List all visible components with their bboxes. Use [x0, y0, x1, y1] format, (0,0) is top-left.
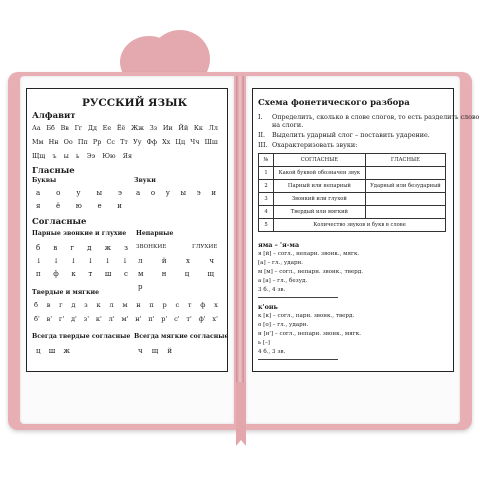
step-number: II. [258, 131, 266, 139]
example-total: 3 б., 4 зв. [258, 287, 286, 293]
alphabet-heading: Алфавит [32, 111, 76, 121]
letter: п [36, 270, 41, 278]
letter: н [136, 301, 141, 309]
letter: Вв [60, 124, 69, 132]
letter: д' [71, 315, 77, 323]
letter: ё [56, 202, 61, 210]
letter: о [150, 189, 156, 197]
letter: в [46, 301, 51, 309]
ribbon-bookmark [236, 382, 246, 440]
page-title: РУССКИЙ ЯЗЫК [82, 97, 188, 109]
step-text: Охарактеризовать звуки: [272, 141, 358, 149]
letter: Юю [102, 152, 116, 160]
letter: Чч [190, 138, 200, 146]
letter: а [36, 189, 41, 197]
step-number: I. [258, 113, 263, 121]
letter: Лл [208, 124, 218, 132]
letter: и [211, 189, 216, 197]
letter: б [34, 301, 38, 309]
consonants-heading: Согласные [32, 217, 87, 227]
letter: ц [36, 347, 41, 355]
letter: д [87, 244, 92, 252]
letter: з' [83, 315, 90, 323]
letter: э [196, 189, 201, 197]
letter: Аа [32, 124, 41, 132]
voiced-label: ЗВОНКИЕ [136, 244, 167, 250]
letter: Бб [46, 124, 55, 132]
letters-subheading: Буквы [32, 177, 57, 184]
letter: ж [104, 244, 112, 252]
letter: Сс [106, 138, 115, 146]
letter: я [36, 202, 41, 210]
table-cell: Звонкий или глухой [274, 193, 366, 206]
letter: д [71, 301, 76, 309]
step-number: III. [258, 141, 268, 149]
letter: р' [161, 315, 168, 323]
arrow-down-icon: ↓ [36, 257, 42, 265]
letter: Нн [48, 138, 59, 146]
letter: э [118, 189, 122, 197]
table-cell [365, 206, 445, 219]
letter: с' [174, 315, 180, 323]
table-header-row [259, 154, 446, 167]
letter: н' [135, 315, 142, 323]
letter: т [187, 301, 192, 309]
voiceless-label: ГЛУХИЕ [192, 244, 218, 250]
step-text: на слоги. [272, 121, 304, 129]
always-hard-subheading: Всегда твердые согласные [32, 333, 131, 340]
letter: Ёё [116, 124, 126, 132]
table-cell: Ударный или безударный [365, 180, 445, 193]
letter: щ [207, 270, 214, 278]
letter: в' [46, 315, 53, 323]
table-cell: Количество звуков и букв в слове [274, 219, 446, 232]
letter: р [162, 301, 167, 309]
letter: ч [209, 257, 214, 265]
letter: ы [96, 189, 103, 197]
letter: Фф [146, 138, 157, 146]
table-header-cell: № [259, 154, 274, 167]
letter: Кк [193, 124, 203, 132]
letter: о [56, 189, 61, 197]
letter: г [70, 244, 75, 252]
arrow-down-icon: ↓ [87, 257, 94, 265]
letter: е [97, 202, 102, 210]
letter: Тт [120, 138, 128, 146]
table-cell: 3 [259, 193, 274, 206]
pair-arrows-row [36, 258, 128, 265]
letter: ы [63, 152, 69, 160]
always-soft-subheading: Всегда мягкие согласные [134, 333, 229, 340]
letter: р [138, 283, 143, 291]
letter: т [88, 270, 93, 278]
paired-voiceless-row [36, 271, 128, 278]
example-line: к [к] – согл., парн. звонк., тверд. [258, 313, 355, 319]
arrow-down-icon: ↓ [104, 257, 111, 265]
letter: ж [63, 347, 70, 355]
letter: п [149, 301, 154, 309]
hard-consonants-row [34, 302, 218, 309]
letter: Зз [149, 124, 158, 132]
vowel-letters-row [36, 203, 122, 210]
vowels-heading: Гласные [32, 166, 75, 176]
letter: з [84, 301, 88, 309]
unpaired-row [138, 271, 214, 278]
table-row [259, 167, 446, 180]
vowel-letters-row [36, 190, 122, 197]
letter: й [161, 257, 167, 265]
letter: Жж [130, 124, 145, 132]
example-line: [а] – гл., ударн. [258, 260, 304, 266]
letter: к [71, 270, 76, 278]
letter: Щщ [32, 152, 46, 160]
letter: Гг [74, 124, 83, 132]
always-hard-row [36, 348, 70, 355]
letter: ф' [198, 315, 206, 323]
hard-soft-subheading: Твердые и мягкие [32, 289, 100, 296]
letter: т' [186, 315, 192, 323]
step-text: Выделить ударный слог – поставить ударение. [272, 131, 430, 139]
alphabet-row [32, 153, 132, 159]
letter: ч [138, 347, 143, 355]
table-header-cell: СОГЛАСНЫЕ [274, 154, 366, 167]
letter: й [167, 347, 172, 355]
letter: ы [180, 189, 187, 197]
letter: с [175, 301, 180, 309]
letter: Ии [162, 124, 173, 132]
letter: к' [95, 315, 102, 323]
example-line: о [о] – гл., ударн. [258, 322, 309, 328]
letter: м [138, 270, 144, 278]
letter: н [161, 270, 167, 278]
example-line: н [н'] – согл., непарн. звонк., мягк. [258, 331, 361, 337]
example-line: м [м] – согл., непарн. звонк., тверд. [258, 269, 363, 275]
letter: х' [212, 315, 218, 323]
example-word: яма – 'я-ма [258, 241, 300, 249]
notebook-spine [236, 76, 244, 428]
letter: Йй [178, 124, 189, 132]
table-cell [365, 193, 445, 206]
arrow-down-icon: ↓ [70, 257, 77, 265]
letter: б [36, 244, 41, 252]
letter: л' [108, 315, 115, 323]
letter: ц [184, 270, 190, 278]
letter: и [117, 202, 122, 210]
letter: с [124, 270, 128, 278]
letter: г [59, 301, 63, 309]
unpaired-subheading: Непарные [136, 230, 174, 237]
sounds-subheading: Звуки [134, 177, 156, 184]
letter: а [136, 189, 141, 197]
arrow-down-icon: ↓ [53, 257, 60, 265]
letter: щ [151, 347, 159, 355]
table-cell: 4 [259, 206, 274, 219]
letter: х [214, 301, 218, 309]
letter: п' [148, 315, 155, 323]
phonetic-scheme-title: Схема фонетического разбора [258, 98, 410, 108]
letter: Оо [63, 138, 73, 146]
letter: л [109, 301, 114, 309]
letter: ь [76, 152, 80, 160]
letter: Хх [162, 138, 171, 146]
vowel-sounds-row [136, 190, 216, 197]
table-row [259, 180, 446, 193]
letter: Шш [204, 138, 218, 146]
always-soft-row [138, 348, 172, 355]
table-cell: 1 [259, 167, 274, 180]
letter: м [122, 301, 128, 309]
letter: Яя [122, 152, 132, 160]
unpaired-row [138, 258, 214, 265]
example-line: ь [–] [258, 340, 270, 346]
table-row [259, 193, 446, 206]
letter: в [53, 244, 58, 252]
step-text: Определить, сколько в слове слогов, то есть разделить слово [272, 113, 480, 121]
letter: ф [53, 270, 59, 278]
letter: Пп [77, 138, 88, 146]
letter: х [185, 257, 190, 265]
soft-consonants-row [34, 316, 218, 323]
example-line: а [а] – гл., безуд. [258, 278, 308, 284]
underline-divider [258, 359, 338, 360]
table-cell [365, 167, 445, 180]
letter: з [124, 244, 128, 252]
letter: к [96, 301, 101, 309]
table-row [259, 206, 446, 219]
table-cell: 2 [259, 180, 274, 193]
example-total: 4 б., 3 зв. [258, 349, 286, 355]
letter: г' [58, 315, 65, 323]
example-line: я [й] – согл., непарн. звонк., мягк. [258, 251, 360, 257]
table-cell: Какой буквой обозначен звук [274, 167, 366, 180]
letter: Мм [32, 138, 44, 146]
table-cell: Твердый или мягкий [274, 206, 366, 219]
example-word: к'онь [258, 303, 278, 311]
arrow-down-icon: ↓ [122, 257, 128, 265]
alphabet-row [32, 125, 218, 131]
letter: Ээ [86, 152, 96, 160]
letter: б' [34, 315, 40, 323]
table-header-cell: ГЛАСНЫЕ [365, 154, 445, 167]
letter: Ее [102, 124, 112, 132]
letter: ш [48, 347, 56, 355]
letter: Дд [87, 124, 97, 132]
letter: Цц [175, 138, 186, 146]
letter: м' [121, 315, 129, 323]
table-cell: 5 [259, 219, 274, 232]
letter: ф [200, 301, 206, 309]
letter: Уу [133, 138, 142, 146]
phonetic-characteristics-table [258, 153, 446, 232]
letter: л [138, 257, 143, 265]
letter: Рр [92, 138, 102, 146]
paired-subheading: Парные звонкие и глухие [32, 230, 127, 237]
alphabet-row [32, 139, 218, 145]
table-row [259, 219, 446, 232]
letter: у [76, 189, 81, 197]
paired-voiced-row [36, 245, 128, 252]
table-cell: Парный или непарный [274, 180, 366, 193]
letter: ъ [52, 152, 57, 160]
underline-divider [258, 297, 338, 298]
letter: ю [75, 202, 82, 210]
letter: ш [104, 270, 112, 278]
letter: у [165, 189, 170, 197]
